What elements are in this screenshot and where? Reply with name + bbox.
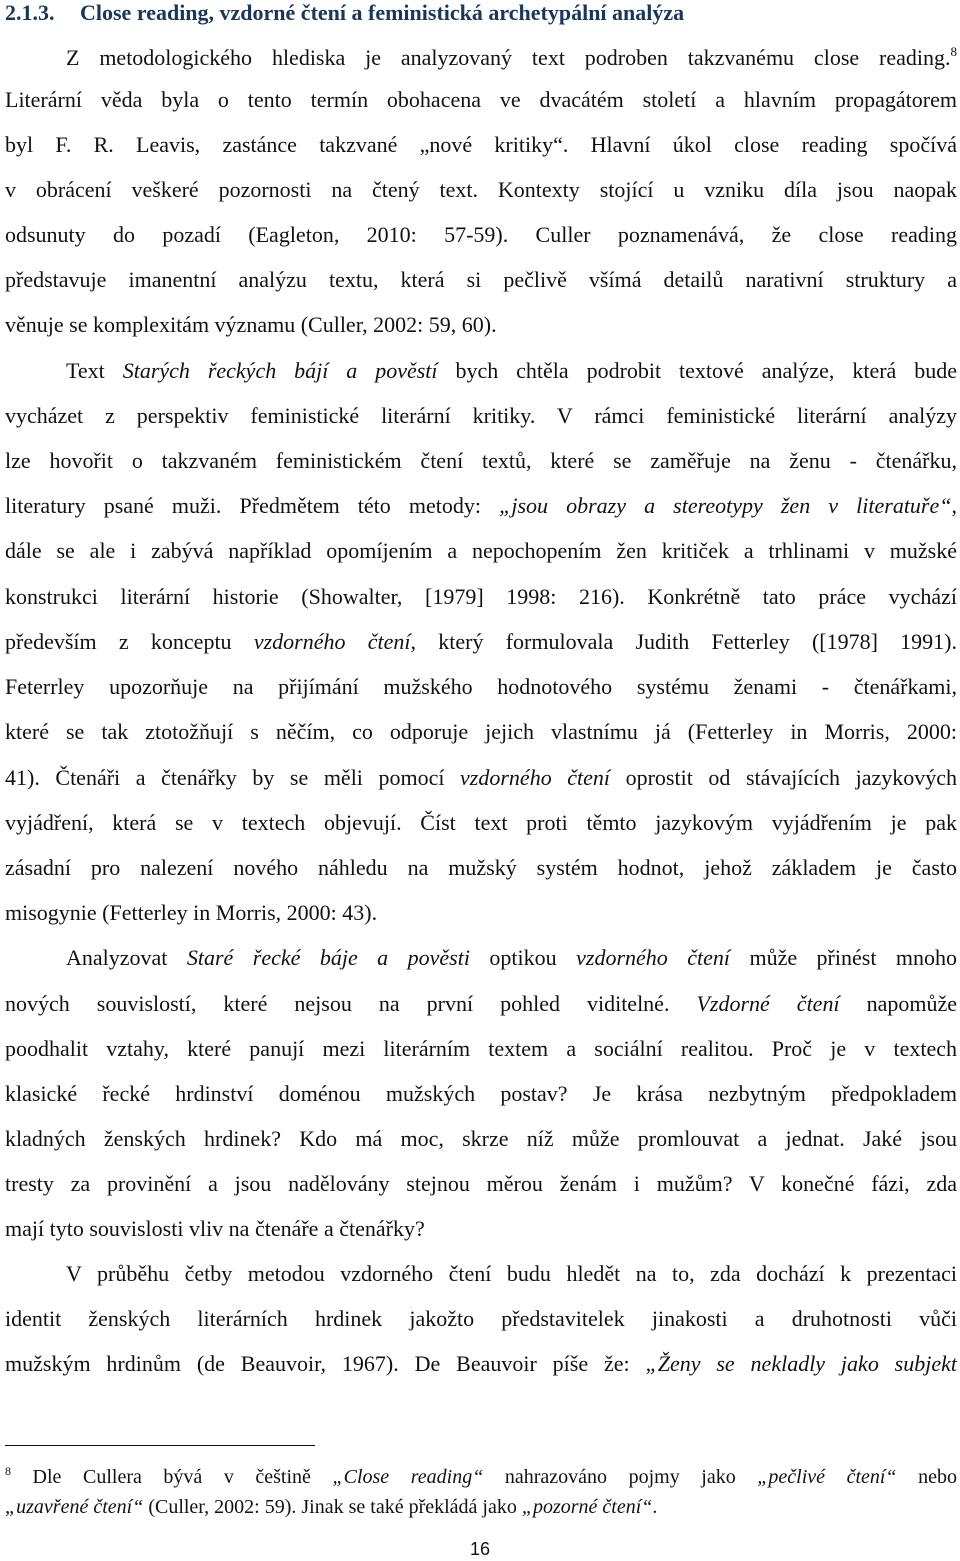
text-run: vycházet z perspektiv feministické literární kritiky. V rámci feministické literární analýzy	[5, 403, 957, 428]
italic-text: Starých řeckých bájí a pověstí	[122, 358, 438, 383]
footnote-marker: 8	[5, 1464, 11, 1478]
text-run: .	[652, 1496, 658, 1518]
text-run: věnuje se komplexitám významu (Culler, 2002: 59, 60).	[5, 312, 497, 337]
text-run: Feterrley upozorňuje na přijímání mužského hodnotového systému ženami - čtenářkami,	[5, 674, 957, 699]
text-run: může přinést mnoho	[730, 945, 958, 970]
text-line	[5, 175, 957, 205]
italic-text: vzdorného čtení	[253, 629, 411, 654]
text-line	[5, 898, 957, 928]
italic-text: Vzdorné čtení	[696, 991, 840, 1016]
section-title: Close reading, vzdorné čtení a feministická archetypální analýza	[80, 0, 685, 25]
footnote-line	[5, 1493, 957, 1521]
text-line	[5, 265, 957, 295]
text-run: vyjádření, která se v textech objevují. Číst text proti těmto jazykovým vyjádřením je pak	[5, 810, 957, 835]
text-line	[5, 1349, 957, 1379]
text-run: tresty za provinění a jsou nadělovány stejnou měrou ženám i mužům? V konečné fázi, zda	[5, 1171, 957, 1196]
text-line	[66, 943, 957, 973]
text-line	[5, 220, 957, 250]
text-run: bych chtěla podrobit textové analýze, která bude	[437, 358, 957, 383]
text-line	[5, 1214, 957, 1244]
text-line	[66, 43, 957, 73]
text-run: Z metodologického hlediska je analyzovaný text podroben takzvanému close reading.	[66, 45, 951, 70]
text-line	[5, 85, 957, 115]
text-run: mají tyto souvislosti vliv na čtenáře a čtenářky?	[5, 1216, 425, 1241]
text-run: Dle Cullera bývá v češtině	[11, 1466, 333, 1488]
text-line	[5, 582, 957, 612]
italic-text: „Close reading“	[332, 1466, 484, 1488]
section-heading	[5, 0, 684, 26]
italic-text: „pečlivé čtení“	[757, 1466, 897, 1488]
text-run: literatury psané muži. Předmětem této metody:	[5, 493, 500, 518]
italic-text: vzdorného čtení	[576, 945, 730, 970]
text-run: v obrácení veškeré pozornosti na čtený text. Kontexty stojící u vzniku díla jsou naopak	[5, 177, 957, 202]
italic-text: vzdorného čtení	[460, 765, 611, 790]
text-run: lze hovořit o takzvaném feministickém čtení textů, které se zaměřuje na ženu - čtenářku,	[5, 448, 957, 473]
text-run: poodhalit vztahy, které panují mezi literárním textem a sociální realitou. Proč je v textech	[5, 1036, 957, 1061]
text-line	[5, 1304, 957, 1334]
text-run: , který formulovala Judith Fetterley ([1978] 1991).	[410, 629, 957, 654]
text-line	[5, 1079, 957, 1109]
text-line	[5, 446, 957, 476]
text-run: Literární věda byla o tento termín obohacena ve dvacátém století a hlavním propagátorem	[5, 87, 957, 112]
text-run: Text	[66, 358, 123, 383]
italic-text: Staré řecké báje a pověsti	[186, 945, 470, 970]
text-line	[5, 672, 957, 702]
text-line	[5, 717, 957, 747]
text-line	[5, 763, 957, 793]
text-run: ,	[951, 493, 957, 518]
text-run: nových souvislostí, které nejsou na první pohled viditelné.	[5, 991, 697, 1016]
text-run: misogynie (Fetterley in Morris, 2000: 43).	[5, 900, 378, 925]
text-run: 41). Čtenáři a čtenářky by se měli pomocí	[5, 765, 461, 790]
footnote-line	[5, 1463, 957, 1491]
text-line	[5, 1034, 957, 1064]
text-line	[5, 1169, 957, 1199]
text-line	[5, 1124, 957, 1154]
italic-text: „pozorné čtení“	[521, 1496, 653, 1518]
text-line	[5, 536, 957, 566]
text-run: konstrukci literární historie (Showalter, [1979] 1998: 216). Konkrétně tato práce vychází	[5, 584, 957, 609]
text-line	[5, 310, 957, 340]
text-line	[5, 989, 957, 1019]
italic-text: „jsou obrazy a stereotypy žen v literatuře“	[499, 493, 952, 518]
text-run: byl F. R. Leavis, zastánce takzvané „nové kritiky“. Hlavní úkol close reading spočívá	[5, 132, 957, 157]
text-line	[66, 1259, 957, 1289]
footnote-marker: 8	[950, 44, 957, 59]
text-run: zásadní pro nalezení nového náhledu na mužský systém hodnot, jehož základem je často	[5, 855, 957, 880]
footnote-separator	[5, 1445, 315, 1446]
text-run: napomůže	[839, 991, 957, 1016]
text-line	[5, 627, 957, 657]
text-run: odsunuty do pozadí (Eagleton, 2010: 57-59). Culler poznamenává, že close reading	[5, 222, 957, 247]
italic-text: „uzavřené čtení“	[5, 1496, 144, 1518]
text-run: klasické řecké hrdinství doménou mužských postav? Je krása nezbytným předpokladem	[5, 1081, 957, 1106]
text-line	[66, 356, 957, 386]
text-run: představuje imanentní analýzu textu, která si pečlivě všímá detailů narativní struktury a	[5, 267, 957, 292]
text-run: dále se ale i zabývá například opomíjením a nepochopením žen kritiček a trhlinami v mužské	[5, 538, 957, 563]
text-line	[5, 130, 957, 160]
text-run: kladných ženských hrdinek? Kdo má moc, skrze níž může promlouvat a jednat. Jaké jsou	[5, 1126, 957, 1151]
text-line	[5, 853, 957, 883]
text-run: V průběhu četby metodou vzdorného čtení budu hledět na to, zda dochází k prezentaci	[66, 1261, 957, 1286]
text-run: především z konceptu	[5, 629, 254, 654]
text-line	[5, 491, 957, 521]
text-run: mužským hrdinům (de Beauvoir, 1967). De Beauvoir píše že:	[5, 1351, 646, 1376]
text-run: (Culler, 2002: 59). Jinak se také překládá jako	[143, 1496, 522, 1518]
text-run: nebo	[896, 1466, 957, 1488]
text-run: optikou	[469, 945, 577, 970]
text-run: oprostit od stávajících jazykových	[610, 765, 958, 790]
section-number: 2.1.3.	[5, 0, 55, 25]
italic-text: „Ženy se nekladly jako subjekt	[645, 1351, 957, 1376]
page-number: 16	[469, 1539, 491, 1559]
text-line	[5, 808, 957, 838]
text-run: identit ženských literárních hrdinek jakožto představitelek jinakosti a druhotnosti vůči	[5, 1306, 957, 1331]
text-run: které se tak ztotožňují s něčím, co odporuje jejich vlastnímu já (Fetterley in Morris, 2000:	[5, 719, 957, 744]
text-line	[5, 401, 957, 431]
text-run: Analyzovat	[66, 945, 187, 970]
text-run: nahrazováno pojmy jako	[483, 1466, 758, 1488]
